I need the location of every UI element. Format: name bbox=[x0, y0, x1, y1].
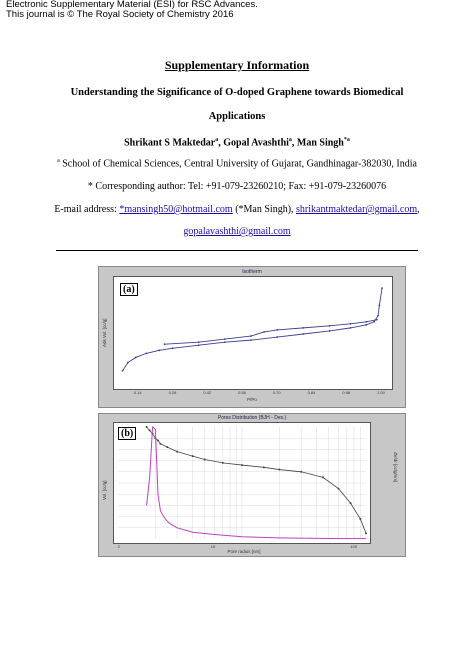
email-label: E-mail address: bbox=[54, 204, 120, 215]
pore-volume-point bbox=[322, 476, 324, 478]
figure-b-y2-axis-label: dV/dr [cc/g/nm] bbox=[393, 452, 398, 483]
isotherm-point bbox=[127, 362, 129, 364]
figure-a-x-axis-label: P/Po bbox=[247, 397, 257, 402]
pore-volume-point bbox=[300, 471, 302, 473]
isotherm-point bbox=[350, 323, 352, 325]
document-title: Supplementary Information bbox=[164, 58, 310, 72]
pore-volume-point bbox=[149, 429, 151, 431]
figure-b-x-axis-label: Pore radius [nm] bbox=[227, 549, 261, 554]
email-line: E-mail address: *mansingh50@hotmail.com (*Man Singh), shrikantmaktedar@gmail.com, bbox=[54, 204, 420, 215]
x-tick-label: 0.56 bbox=[238, 390, 246, 395]
email-link-shrikant[interactable]: shrikantmaktedar@gmail.com bbox=[296, 204, 418, 215]
pore-series-0 bbox=[147, 427, 366, 533]
pore-volume-point bbox=[337, 488, 339, 490]
x-tick-label: 10 bbox=[210, 544, 216, 549]
isotherm-point bbox=[172, 347, 174, 349]
figure-a-y-axis-label: Ads Vol. [cc/g] bbox=[102, 318, 107, 347]
email-line-2 bbox=[0, 226, 474, 237]
isotherm-point bbox=[329, 330, 331, 332]
isotherm-point bbox=[373, 321, 375, 323]
pore-volume-point bbox=[204, 458, 206, 460]
isotherm-point bbox=[122, 370, 124, 372]
isotherm-point bbox=[250, 339, 252, 341]
isotherm-point bbox=[158, 349, 160, 351]
pore-distribution-chart bbox=[114, 423, 370, 543]
isotherm-point bbox=[378, 305, 380, 307]
section-divider bbox=[56, 250, 418, 251]
affiliation bbox=[0, 158, 474, 169]
figure-b-label: (b) bbox=[118, 427, 136, 440]
email-link-gopal[interactable]: gopalavashthi@gmail.com bbox=[183, 226, 291, 237]
esi-header-line2: This journal is © The Royal Society of Chemistry 2016 bbox=[6, 9, 234, 20]
figure-b-x-ticks bbox=[113, 544, 369, 550]
isotherm-point bbox=[377, 315, 379, 317]
isotherm-series-1 bbox=[165, 320, 377, 344]
figure-b-frame bbox=[98, 413, 406, 557]
pore-volume-point bbox=[157, 439, 159, 441]
x-tick-label: 0.98 bbox=[342, 390, 351, 395]
author-name: Gopal Avashthi bbox=[223, 137, 289, 149]
isotherm-point bbox=[350, 327, 352, 329]
pore-volume-point bbox=[159, 443, 161, 445]
pore-volume-point bbox=[278, 469, 280, 471]
esi-header-line1: Electronic Supplementary Material (ESI) for RSC Advances. bbox=[6, 0, 258, 10]
isotherm-point bbox=[276, 336, 278, 338]
pore-volume-point bbox=[350, 502, 352, 504]
isotherm-point bbox=[303, 333, 305, 335]
pore-volume-point bbox=[359, 518, 361, 520]
figure-a-frame bbox=[98, 266, 406, 408]
pore-volume-point bbox=[263, 466, 265, 468]
figure-b-y-axis-label: Vol. [cc/g] bbox=[102, 480, 107, 500]
pore-volume-point bbox=[241, 464, 243, 466]
author-affiliation-marker: a bbox=[215, 137, 219, 143]
isotherm-point bbox=[303, 327, 305, 329]
x-tick-label: 0.42 bbox=[203, 390, 212, 395]
isotherm-point bbox=[250, 335, 252, 337]
x-tick-label: 0.14 bbox=[133, 390, 142, 395]
x-tick-label: 1.00 bbox=[377, 390, 385, 395]
isotherm-point bbox=[365, 321, 367, 323]
figure-b-plot-area bbox=[113, 422, 371, 544]
paper-title-line2: Applications bbox=[208, 111, 266, 122]
figure-b-plot-title: Pores Distribution (BJH - Des.) bbox=[217, 415, 287, 421]
isotherm-point bbox=[224, 338, 226, 340]
pore-volume-point bbox=[176, 451, 178, 453]
author-list: Shrikant S Maktedar$^a$, Gopal Avashthi$^a$, Man Singh$^{*a}$ bbox=[124, 137, 350, 149]
isotherm-point bbox=[276, 329, 278, 331]
figure-a-x-ticks bbox=[113, 390, 391, 396]
isotherm-point bbox=[224, 341, 226, 343]
figure-a-plot-title: Isotherm bbox=[242, 269, 262, 275]
isotherm-series-0 bbox=[123, 288, 382, 371]
author-name: Man Singh bbox=[296, 137, 344, 149]
x-tick-label: 0.70 bbox=[272, 390, 281, 395]
x-tick-label: 0.28 bbox=[168, 390, 177, 395]
affiliation-marker: a bbox=[57, 158, 60, 164]
isotherm-point bbox=[381, 287, 383, 289]
author-affiliation-marker: *a bbox=[343, 137, 350, 143]
figure-a-label: (a) bbox=[120, 283, 138, 296]
paper-title-line1: Understanding the Significance of O-doped Graphene towards Biomedical bbox=[70, 87, 404, 98]
isotherm-point bbox=[135, 357, 137, 359]
isotherm-point bbox=[365, 324, 367, 326]
isotherm-chart bbox=[114, 277, 392, 389]
figure-a-plot-area bbox=[113, 276, 393, 390]
pore-volume-point bbox=[146, 426, 148, 428]
author-name: Shrikant S Maktedar bbox=[124, 137, 216, 149]
pore-volume-point bbox=[222, 462, 224, 464]
corresponding-author: * Corresponding author: Tel: +91-079-23260210; Fax: +91-079-23260076 bbox=[87, 181, 387, 192]
isotherm-point bbox=[263, 331, 265, 333]
email-note: (*Man Singh), bbox=[232, 204, 297, 215]
pore-volume-point bbox=[365, 532, 367, 534]
isotherm-point bbox=[198, 341, 200, 343]
affiliation-text: School of Chemical Sciences, Central University of Gujarat, Gandhinagar-382030, India bbox=[62, 158, 417, 170]
author-affiliation-marker: a bbox=[288, 137, 292, 143]
email-link-man-singh[interactable]: *mansingh50@hotmail.com bbox=[119, 204, 233, 215]
x-tick-label: 0.84 bbox=[307, 390, 316, 395]
isotherm-point bbox=[329, 325, 331, 327]
pore-volume-point bbox=[192, 455, 194, 457]
isotherm-point bbox=[376, 319, 378, 321]
x-tick-label: 2 bbox=[117, 544, 120, 549]
pore-volume-point bbox=[166, 446, 168, 448]
x-tick-label: 100 bbox=[350, 544, 358, 549]
isotherm-point bbox=[164, 343, 166, 345]
isotherm-point bbox=[145, 352, 147, 354]
isotherm-point bbox=[198, 344, 200, 346]
